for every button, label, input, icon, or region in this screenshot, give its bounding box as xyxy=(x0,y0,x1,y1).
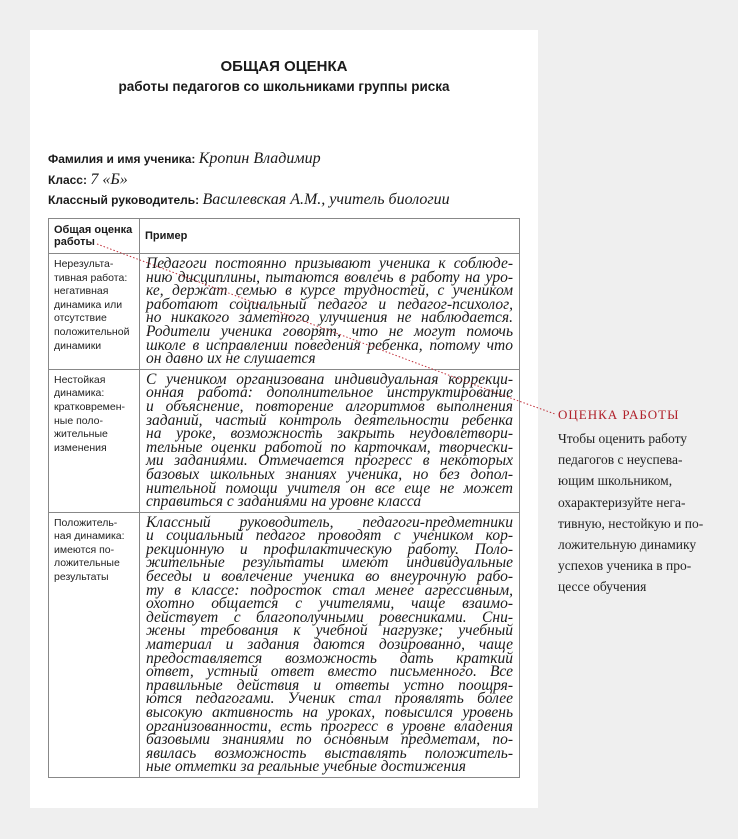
note-line: тивную, нестойкую и по- xyxy=(558,515,704,531)
assessment-line: ные поло- xyxy=(54,414,103,427)
note-line: цессе обучения xyxy=(558,579,647,595)
example-line: ту в классе: подросток стал менее агрессивным, xyxy=(146,581,513,599)
field-label: Классный руководитель: xyxy=(48,193,200,207)
example-line: Педагоги постоянно призывают ученика к соблюде- xyxy=(146,255,513,272)
assessment-line: тивная работа: xyxy=(54,271,128,284)
example-line: нию дисциплины, пытаются вовлечь в работу на уро- xyxy=(146,268,513,286)
note-line: ложительную динамику xyxy=(558,537,697,553)
example-line: школе в исправлении поведения ребенка, потому что xyxy=(146,336,513,354)
page-title: ОБЩАЯ ОЦЕНКА xyxy=(220,58,348,75)
assessment-table xyxy=(48,218,520,778)
class-teacher-field xyxy=(48,191,450,209)
assessment-line: динамика или xyxy=(54,298,123,311)
example-line: но никакого заметного улучшения не наблюдается. xyxy=(146,309,513,327)
margin-note xyxy=(558,428,733,598)
note-line: педагогов с неуспева- xyxy=(558,452,683,468)
example-line: ные отметки за реальные учебные достижения xyxy=(146,758,466,776)
table-row xyxy=(49,254,520,370)
example-line: на уроке, возможность закрыть неудовлетвори- xyxy=(146,425,513,443)
example-line: охотно общается с учителями, чаще взаимо- xyxy=(146,595,513,613)
example-line: ются педагогами. Ученик стал проявлять более xyxy=(146,690,513,708)
table-row xyxy=(49,369,520,512)
assessment-line: отсутствие xyxy=(54,312,107,325)
example-line: действует с благополучными ровесниками. Сни- xyxy=(146,608,513,626)
example-line: и объяснение, повторение алгоритмов выполнения xyxy=(146,397,513,415)
example-line: работают социальный педагог и педагог-психолог, xyxy=(146,295,513,313)
field-value: Кропин Владимир xyxy=(198,150,321,167)
example-cell xyxy=(140,254,520,370)
example-line: предоставляется возможность дать краткий xyxy=(146,649,513,667)
assessment-line: результаты xyxy=(54,571,109,584)
assessment-line: Нерезульта- xyxy=(54,258,114,270)
example-line: беседы и вовлечение ученика во внеурочную рабо- xyxy=(146,568,513,586)
example-line: явилась возможность выставлять положитель- xyxy=(146,744,513,762)
example-line: заданий, частый контроль деятельности ребенка xyxy=(146,411,513,429)
table-row xyxy=(49,512,520,777)
note-line: Чтобы оценить работу xyxy=(558,431,688,446)
example-line: и социальный педагог проводят с учеником кор- xyxy=(146,527,513,545)
header-assessment: Общая оценка работы xyxy=(49,219,140,254)
example-line: Родители ученика говорят, что не могут помочь xyxy=(146,322,513,340)
field-value: 7 «Б» xyxy=(90,171,128,188)
assessment-cell xyxy=(49,369,140,512)
example-line: Классный руководитель, педагоги-предметники xyxy=(146,513,513,531)
assessment-line: динамика: xyxy=(54,387,105,400)
example-line: тельные оценки работой по карточкам, творчески- xyxy=(146,438,513,456)
example-line: базовых школьных знаниях ученика, но без допол- xyxy=(146,465,513,483)
assessment-line: жительные xyxy=(54,428,108,441)
assessment-line: кратковремен- xyxy=(54,400,126,413)
assessment-cell xyxy=(49,254,140,370)
example-line: правильные действия и ответы устно поощря- xyxy=(146,676,513,694)
assessment-line: имеются по- xyxy=(54,543,115,556)
field-label: Класс: xyxy=(48,173,87,187)
example-line: он давно их не слушается xyxy=(146,350,316,368)
assessment-line: негативная xyxy=(54,285,109,298)
field-label: Фамилия и имя ученика: xyxy=(48,152,196,166)
example-line: справиться с заданиями на уровне класса xyxy=(146,493,422,511)
example-cell xyxy=(140,512,520,777)
note-line: успехов ученика в про- xyxy=(558,558,692,574)
example-line: ке, держат семью в курсе трудностей, с учеником xyxy=(146,282,513,300)
assessment-line: Положитель- xyxy=(54,516,118,529)
assessment-cell xyxy=(49,512,140,777)
example-line: базовыми знаниями по основным предметам, по- xyxy=(146,731,513,749)
example-line: организованности, есть прогресс в уровне владения xyxy=(146,717,513,735)
assessment-line: ложительные xyxy=(54,557,120,570)
example-line: нительной помощи учителя он все еще не может xyxy=(146,479,513,497)
page-subtitle: работы педагогов со школьниками группы риска xyxy=(118,79,450,94)
assessment-line: положительной xyxy=(54,325,130,338)
example-line: С учеником организована индивидуальная коррекци- xyxy=(146,370,513,388)
student-name-field xyxy=(48,150,321,168)
example-line: рекционную и профилактическую работу. Поло- xyxy=(146,540,513,558)
example-line: высокую активность на уроках, повысился уровень xyxy=(146,704,513,721)
document-page xyxy=(30,30,538,808)
example-line: онная работа: дополнительное инструктирование xyxy=(146,384,513,402)
example-line: жены требования к учебной нагрузке; учебный xyxy=(146,622,513,640)
header-example: Пример xyxy=(140,219,520,254)
class-field xyxy=(48,171,128,189)
example-line: жительные результаты имеют индивидуальные xyxy=(146,554,513,572)
assessment-line: Нестойкая xyxy=(54,373,106,386)
assessment-line: динамики xyxy=(54,339,102,352)
example-line: ми заданиями. Отмечается прогресс в некоторых xyxy=(146,452,513,470)
field-value: Василевская А.М., учитель биологии xyxy=(202,191,450,208)
note-heading: ОЦЕНКА РАБОТЫ xyxy=(558,407,680,422)
note-line: ющим школьником, xyxy=(558,473,673,489)
example-line: материал и задания даются дозированно, чаще xyxy=(146,636,513,654)
assessment-line: изменения xyxy=(54,441,107,454)
example-cell xyxy=(140,369,520,512)
example-line: ответ, устный ответ вместо письменного. Все xyxy=(146,663,513,681)
assessment-line: ная динамика: xyxy=(54,530,125,543)
note-line: охарактеризуйте нега- xyxy=(558,494,686,510)
